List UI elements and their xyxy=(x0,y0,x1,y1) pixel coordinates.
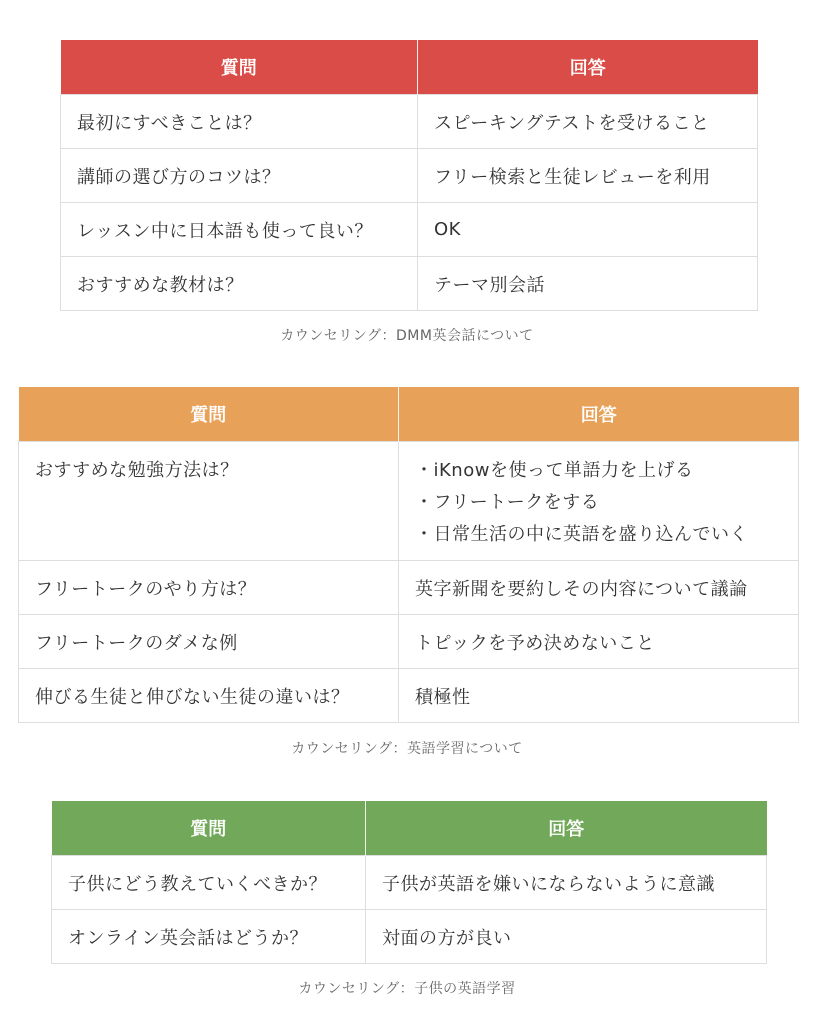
answer-cell: 積極性 xyxy=(399,669,799,723)
question-column-header: 質問 xyxy=(61,40,418,95)
table-row xyxy=(52,910,767,964)
question-cell: フリートークのやり方は？ xyxy=(19,561,399,615)
answer-list-item: ・フリートークをする xyxy=(415,492,600,513)
table-header-row xyxy=(19,387,799,442)
table-row xyxy=(52,856,767,910)
table-header-row xyxy=(52,801,767,856)
question-cell: フリートークのダメな例 xyxy=(19,615,399,669)
answer-cell: OK xyxy=(418,203,758,257)
question-column-header: 質問 xyxy=(19,387,399,442)
question-cell: おすすめな教材は？ xyxy=(61,257,418,311)
table-caption: カウンセリング：子供の英語学習 xyxy=(298,981,516,997)
table-row xyxy=(61,149,758,203)
table-row xyxy=(61,203,758,257)
qa-table-english-study xyxy=(18,387,799,723)
answer-cell: スピーキングテストを受けること xyxy=(418,95,758,149)
answer-column-header: 回答 xyxy=(580,405,617,426)
question-cell: 講師の選び方のコツは？ xyxy=(61,149,418,203)
answer-cell xyxy=(399,442,799,561)
question-cell: 伸びる生徒と伸びない生徒の違いは？ xyxy=(19,669,399,723)
answer-list-item: ・iKnowを使って単語力を上げる xyxy=(415,460,694,481)
answer-cell: 英字新聞を要約しその内容について議論 xyxy=(399,561,799,615)
qa-table-children-english xyxy=(51,801,767,964)
question-column-header: 質問 xyxy=(52,801,366,856)
answer-column-header: 回答 xyxy=(569,58,606,79)
question-cell: 子供にどう教えていくべきか？ xyxy=(52,856,366,910)
answer-cell: テーマ別会話 xyxy=(418,257,758,311)
table-row xyxy=(19,615,799,669)
question-cell: オンライン英会話はどうか？ xyxy=(52,910,366,964)
table-row xyxy=(19,442,799,561)
table-row xyxy=(61,95,758,149)
question-cell: おすすめな勉強方法は？ xyxy=(19,442,399,561)
question-cell: 最初にすべきことは？ xyxy=(61,95,418,149)
table-caption: カウンセリング：DMM英会話について xyxy=(280,328,534,344)
table-caption: カウンセリング：英語学習について xyxy=(291,741,523,757)
answer-cell: 対面の方が良い xyxy=(366,910,767,964)
answer-column-header: 回答 xyxy=(548,819,585,840)
answer-list-item: ・日常生活の中に英語を盛り込んでいく xyxy=(415,524,748,545)
table-header-row xyxy=(61,40,758,95)
qa-table-dmm xyxy=(60,40,758,311)
answer-cell: 子供が英語を嫌いにならないように意識 xyxy=(366,856,767,910)
answer-cell: フリー検索と生徒レビューを利用 xyxy=(418,149,758,203)
table-row xyxy=(19,561,799,615)
table-row xyxy=(61,257,758,311)
question-cell: レッスン中に日本語も使って良い？ xyxy=(61,203,418,257)
answer-cell: トピックを予め決めないこと xyxy=(399,615,799,669)
table-row xyxy=(19,669,799,723)
